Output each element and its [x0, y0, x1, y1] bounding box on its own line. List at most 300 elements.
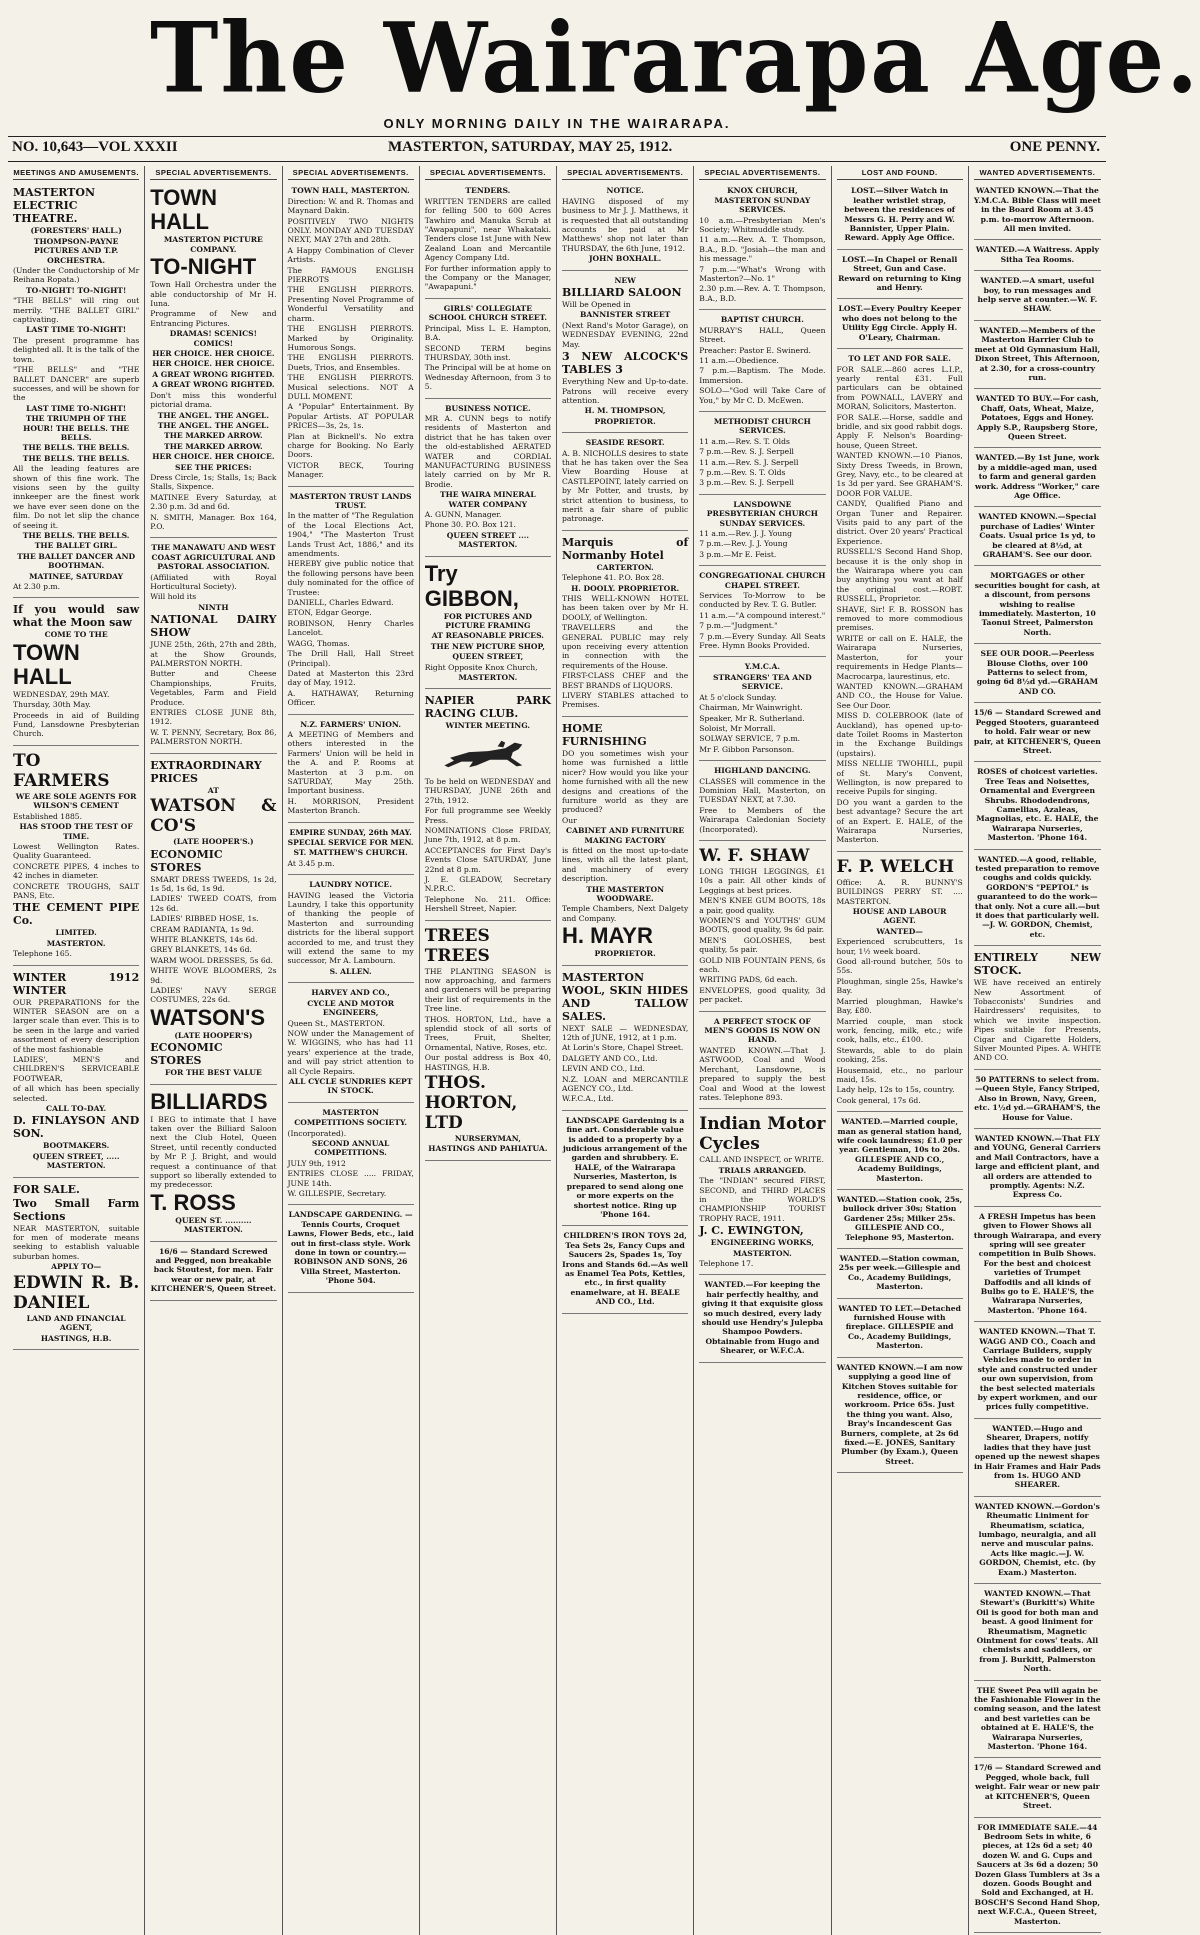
ad-text: A MEETING of Members and others interested in the Farmers' Union will be held in the A. and P. Rooms at Masterton at 3 p.m. on SATURDAY, May 25th. Important business.	[287, 729, 414, 796]
advertisement	[699, 1014, 825, 1110]
advertisement	[974, 705, 1101, 762]
ad-text: A. B. NICHOLLS desires to state that he has taken over the Sea View Boarding House at CASTLEPOINT, lately carried on by Mr Potter, and trusts, by strict attention to business, to merit a fair share of public patronage.	[562, 448, 689, 524]
advertisement	[562, 719, 688, 966]
ad-text: 11 a.m.—Rev. S. J. Serpell	[699, 457, 799, 467]
ad-text: J. C. EWINGTON,	[699, 1224, 804, 1238]
advertisement	[699, 843, 825, 1012]
ad-text: TO FARMERS	[13, 750, 110, 791]
ad-text: In the matter of "The Regulation of the Local Elections Act, 1904," "The Masterton Trust Lands Trust Act, 1886," and its amendments.	[287, 511, 414, 559]
advertisement	[699, 497, 825, 566]
advertisement	[974, 1683, 1101, 1759]
advertisement	[13, 748, 139, 966]
racehorse-illustration	[425, 735, 551, 773]
advertisement	[425, 691, 551, 920]
ad-text: WE have received an entirely New Assortment of Tobacconists' Sundries and Hairdressers' requisites, to which we invite inspection. Pipes suitable for Presents, Cigar and Cigarette Holders, Silver Mounted Pipes. A. WHITE AND CO.	[973, 978, 1101, 1063]
ad-text: BAPTIST CHURCH.	[720, 315, 804, 325]
ad-text: CHILDREN'S IRON TOYS 2d, Tea Sets 2s, Fancy Cups and Saucers 2s, Spades 1s, Toy Irons and Stands 6d.—As well as Enamel Tea Pots, Kettles, etc., in first quality enamelware, at H. BEALE AND CO., Ltd.	[562, 1231, 689, 1307]
ad-text: ROBINSON, Henry Charles Lancelot.	[287, 618, 414, 638]
ad-text: LAND AND FINANCIAL AGENT,	[26, 1313, 126, 1333]
ad-text: ENVELOPES, good quality, 3d per packet.	[699, 985, 826, 1005]
ad-text: MASTERTON.	[732, 1248, 792, 1258]
ad-text: COME TO THE	[44, 630, 108, 640]
column-3	[283, 166, 420, 1935]
newspaper-tagline: ONLY MORNING DAILY IN THE WAIRARAPA.	[383, 116, 731, 131]
ad-text: WANTED KNOWN.—That Stewart's (Burkitt's) White Oil is good for both man and beast. A good liniment for Rheumatism, Magnetic Ointment for cows' teats. All chemists and saddlers, or from J. Burkitt, Palmerston North.	[976, 1588, 1099, 1674]
ad-text: HER CHOICE. HER CHOICE.	[152, 349, 275, 359]
ad-text: Established 1885.	[13, 811, 83, 821]
advertisement	[974, 948, 1101, 1070]
ad-text: MASTERTON	[322, 1107, 379, 1117]
ad-text: The "INDIAN" secured FIRST, SECOND, and THIRD PLACES in the WORLD'S CHAMPIONSHIP TOURIST TROPHY RACE, 1911.	[699, 1176, 826, 1223]
advertisement	[288, 877, 414, 983]
ad-text: The Drill Hall, Hall Street (Principal).	[287, 649, 414, 668]
ad-text: SECOND TERM begins THURSDAY, 30th inst.	[424, 343, 551, 362]
ad-text: (Next Rand's Motor Garage), on WEDNESDAY EVENING, 22nd May.	[562, 320, 689, 349]
ad-text: THE ANGEL. THE ANGEL.	[157, 410, 270, 420]
column-1	[8, 166, 145, 1935]
advertisement	[837, 183, 963, 249]
column-2	[145, 166, 282, 1935]
ad-text: TO-NIGHT! TO-NIGHT!	[25, 285, 127, 295]
advertisement	[425, 401, 551, 557]
ad-text: WANTED.—Station cowman, 25s per week.—Gillespie and Co., Academy Buildings, Masterton.	[838, 1254, 961, 1292]
ad-text: (Under the Conductorship of Mr Reihana Ropata.)	[13, 266, 140, 285]
column-heading: SPECIAL ADVERTISEMENTS.	[562, 168, 688, 180]
ad-text: (Incorporated).	[287, 1128, 347, 1138]
advertisement	[13, 1180, 139, 1350]
ad-text: THE ENGLISH PIERROTS. Duets, Trios, and Ensembles.	[287, 353, 414, 372]
ad-text: THE BELLS. THE BELLS.	[22, 443, 130, 453]
ad-text: NEAR MASTERTON, suitable for men of moderate means seeking to establish valuable suburban homes.	[13, 1223, 140, 1261]
ad-text: A. GUNN, Manager.	[424, 510, 502, 519]
ad-text: A GREAT WRONG RIGHTED.	[152, 369, 275, 379]
masthead	[0, 0, 1200, 150]
ad-text: At Lorin's Store, Chapel Street.	[562, 1043, 684, 1053]
ad-text: LOST.—In Chapel or Renall Street, Gun and Case. Reward on returning to King and Henry.	[838, 254, 962, 293]
ad-text: A GREAT WRONG RIGHTED.	[152, 380, 275, 390]
ad-text: Town Hall Orchestra under the able conductorship of Mr H. Iuna.	[150, 280, 277, 309]
ad-text: WANTED TO BUY.—For cash, Chaff, Oats, Wheat, Maize, Potatoes, Eggs and Honey. Apply S.P., Raupsberg Store, Queen Street.	[975, 394, 1099, 441]
ad-text: THE NEW PICTURE SHOP,	[430, 641, 545, 651]
advertisement	[974, 323, 1101, 389]
ad-text: THE BELLS. THE BELLS.	[22, 531, 130, 540]
ad-text: ST. MATTHEW'S CHURCH.	[293, 848, 408, 858]
advertisement	[837, 1301, 963, 1358]
ad-text: MATINEE, SATURDAY	[29, 571, 124, 581]
ad-text: NEW	[614, 275, 636, 285]
ad-text: Chairman, Mr Wainwright.	[699, 703, 803, 713]
ad-text: FIRST-CLASS CHEF and the BEST BRANDS of LIQUORS.	[562, 671, 689, 690]
advertisement	[562, 1228, 688, 1313]
ad-text: HASTINGS, H.B.	[40, 1333, 112, 1343]
ad-text: W. F. SHAW	[699, 845, 810, 866]
ad-text: THE MARKED ARROW.	[164, 441, 263, 451]
ad-text: THE MANAWATU AND WEST COAST AGRICULTURAL AND PASTORAL ASSOCIATION.	[151, 543, 276, 572]
ad-text: CALL AND INSPECT, or WRITE.	[699, 1155, 824, 1165]
advertisement	[837, 1360, 963, 1473]
ad-text: METHODIST CHURCH SERVICES.	[713, 416, 811, 436]
ad-text: ENTRIES CLOSE ..... FRIDAY, JUNE 14th.	[287, 1169, 414, 1188]
ad-text: LIVERY STABLES attached to Premises.	[562, 691, 689, 710]
ad-text: WHITE BLANKETS, 14s 6d.	[150, 934, 258, 944]
ad-text: MATINEE Every Saturday, at 2.30 p.m. 3d and 6d.	[150, 492, 277, 512]
advertisement	[699, 414, 825, 495]
ad-text: WHITE WOVE BLOOMERS, 2s 9d.	[150, 966, 277, 985]
advertisement	[150, 540, 276, 753]
ad-text: WATSON & CO'S	[150, 796, 277, 837]
ad-text: Plan at Bicknell's. No extra charge for Booking. No Early Doors.	[287, 431, 414, 460]
ad-text: A PERFECT STOCK OF MEN'S GOODS IS NOW ON HAND.	[704, 1016, 821, 1045]
ad-text: LONG THIGH LEGGINGS, £1 10s a pair. All other kinds of Leggings at best prices.	[699, 866, 826, 895]
ad-text: MEN'S KNEE GUM BOOTS, 18s a pair, good quality.	[699, 896, 826, 915]
ad-text: N. SMITH, Manager. Box 164, P.O.	[150, 512, 277, 531]
advertisement	[699, 183, 825, 310]
ad-text: HEREBY give public notice that the following persons have been duly nominated for the office of Trustee:	[287, 559, 414, 597]
ad-text: LAUNDRY NOTICE.	[309, 880, 392, 890]
ad-text: Will be Opened in	[562, 300, 631, 310]
newspaper-title: The Wairarapa Age.	[150, 1, 1200, 115]
ad-text: NOMINATIONS Close FRIDAY, June 7th, 1912, at 8 p.m.	[424, 825, 551, 845]
ad-text: A "Popular" Entertainment. By Popular Artists. AT POPULAR PRICES—3s, 2s, 1s.	[287, 402, 414, 431]
ad-text: OUR PREPARATIONS for the WINTER SEASON are on a larger scale than ever. This is to be seen in the large and varied assortment of every description of the most fashionable	[13, 997, 140, 1054]
advertisement	[837, 854, 963, 1112]
ad-text: VICTOR BECK, Touring Manager.	[287, 460, 414, 480]
ad-text: GREY BLANKETS, 14s 6d.	[150, 945, 252, 955]
ad-text: Try	[424, 560, 458, 586]
advertisement	[974, 242, 1101, 271]
ad-text: Queen St., MASTERTON.	[287, 1018, 385, 1028]
ad-text: 16/6 — Standard Screwed and Pegged, non breakable back Stoutest, for men. Fair wear or new pair, at KITCHENER'S, Queen Street.	[150, 1246, 277, 1294]
ad-text: GIBBON,	[424, 585, 519, 611]
ad-text: A FRESH Impetus has been given to Flower Shows all through Wairarapa, and every spring will see greater competition in Bulb Shows. For the best and choicest varieties of Trumpet Daffodils and all kinds of Bulbs go to E. HALE'S, the Wairarapa Nurseries, Masterton. 'Phone 164.	[973, 1211, 1101, 1315]
ad-text: TREES TREES	[424, 925, 490, 966]
ad-text: ENTRIES CLOSE JUNE 8th, 1912.	[150, 708, 277, 727]
ad-text: KNOX CHURCH, MASTERTON SUNDAY SERVICES.	[714, 186, 811, 215]
ad-text: THOS. HORTON, LTD	[424, 1073, 518, 1134]
advertisement	[974, 764, 1101, 849]
ad-text: The present programme has delighted all. It is the talk of the town.	[13, 335, 140, 364]
ad-text: Don't miss this wonderful pictorial drama.	[150, 390, 277, 410]
ad-text: THOS. HORTON, Ltd., have a splendid stock of all sorts of Trees, Fruit, Shelter, Ornamental, Native, Roses, etc.	[424, 1014, 551, 1052]
ad-text: HOUSE AND LABOUR AGENT.	[852, 907, 947, 926]
advertisement	[425, 559, 551, 690]
ad-text: CONGREGATIONAL CHURCH CHAPEL STREET.	[699, 571, 826, 590]
ad-text: 7 p.m.—Rev. J. J. Young	[699, 539, 788, 549]
ad-text: THE PLANTING SEASON is now approaching, and farmers and gardeners will be preparing their list of requirements in the Tree line.	[424, 966, 551, 1014]
ad-text: WINTER 1912 WINTER	[13, 970, 140, 997]
ad-text: Married ploughman, Hawke's Bay, £80.	[836, 996, 963, 1016]
ad-text: DO you want a garden to the best advantage? Secure the art of an Expert. E. HALE, of the Wairarapa Nurseries, Masterton.	[836, 797, 963, 845]
advertisement	[974, 183, 1101, 240]
advertisement	[150, 183, 276, 538]
ad-text: WANTED.—A smart, useful boy, to run messages and help serve at counter.—W. F. SHAW.	[977, 276, 1098, 314]
advertisement	[974, 1586, 1101, 1681]
advertisement	[562, 183, 688, 270]
ad-text: S. ALLEN.	[329, 966, 372, 976]
advertisement	[13, 968, 139, 1178]
ad-text: TRIALS ARRANGED.	[718, 1165, 807, 1175]
ad-text: H. M. THOMPSON,	[584, 406, 666, 416]
ad-text: WATSON'S	[150, 1004, 266, 1030]
ad-text: WANTED.—Married couple, man as general station hand, wife cook laundress; £1.0 per year. Gentleman, 10s to 20s. GILLESPIE AND CO., Academy Buildings, Masterton.	[837, 1117, 963, 1183]
ad-text: At 3.45 p.m.	[287, 858, 335, 868]
ad-text: JULY 9th, 1912	[287, 1158, 346, 1168]
ad-text: The FAMOUS ENGLISH PIERROTS	[287, 265, 414, 285]
price: ONE PENNY.	[1009, 139, 1100, 155]
ad-text: WRITTEN TENDERS are called for felling 500 to 600 Acres Tawhiro and Manuka Scrub at "Awapapuni", near Whakataki. Tenders close 1st June with New Zealand Loan and Mercantile Agency Company Ltd.	[424, 196, 551, 263]
ad-text: HER CHOICE. HER CHOICE.	[152, 452, 275, 462]
ad-text: WEDNESDAY, 29th MAY.	[13, 689, 110, 699]
ad-text: Services To-Morrow to be conducted by Rev. T. G. Butler.	[699, 591, 826, 610]
ad-text: SHAVE, Sir! F. B. ROSSON has removed to more commodious premises.	[836, 604, 963, 633]
ad-text: LADIES' NAVY SERGE COSTUMES, 22s 6d.	[150, 985, 277, 1005]
ad-text: MORTGAGES or other securities bought for cash, at a discount, from persons wishing to realise immediately. Masterton, 10 Taonui Street, Palmerston North.	[974, 571, 1100, 637]
ad-text: MASTERTON TRUST LANDS TRUST.	[289, 491, 412, 510]
ad-text: Two Small Farm Sections	[13, 1196, 140, 1223]
advertisement	[425, 301, 551, 399]
ad-text: LANSDOWNE PRESBYTERIAN CHURCH SUNDAY SERVICES.	[706, 499, 818, 528]
advertisement	[288, 717, 414, 823]
ad-text: THE MARKED ARROW.	[164, 431, 263, 441]
ad-text: N.Z. FARMERS' UNION.	[300, 719, 401, 729]
ad-text: Will hold its	[150, 592, 197, 602]
place-and-date: MASTERTON, SATURDAY, MAY 25, 1912.	[388, 139, 673, 155]
ad-text: 11 a.m.—Rev. A. T. Thompson, B.A., B.D. "Josiah—the man and his message."	[699, 235, 826, 264]
advertisement	[288, 489, 414, 715]
ad-text: ECONOMIC STORES	[150, 1041, 223, 1068]
ad-text: Preacher: Pastor E. Swinerd.	[699, 345, 811, 355]
column-8	[969, 166, 1106, 1935]
ad-text: Marquis of Normanby Hotel	[562, 535, 689, 562]
ad-text: CARTERTON.	[596, 562, 654, 572]
ad-text: WANTED.—A Waitress. Apply Sitha Tea Rooms.	[975, 245, 1099, 264]
ad-text: WANTED.—Members of the Masterton Harrier Club to meet at Old Gymnasium Hall, Dixon Street, This Afternoon, at 2.30, for a cross-country run.	[974, 325, 1101, 382]
ad-text: SECOND ANNUAL COMPETITIONS.	[311, 1138, 390, 1158]
advertisement	[288, 1105, 414, 1206]
advertisement	[974, 450, 1101, 507]
ad-text: CYCLE AND MOTOR ENGINEERS,	[307, 998, 395, 1018]
ad-text: HAVING leased the Victoria Laundry, I take this opportunity of thanking the people of Masterton and surrounding districts for the liberal support accorded to me, and trust they will extend the same to my successor, Mr A. Lambourn.	[287, 890, 414, 966]
ad-text: of all which has been specially selected.	[13, 1084, 140, 1103]
advertisement	[974, 1760, 1101, 1817]
ad-text: 7 p.m.—"Judgment."	[699, 621, 778, 631]
ad-text: WANTED KNOWN.—I am now supplying a good line of Kitchen Stoves suitable for residence, office, or workroom. Price 65s. Just the thing you want. Also, Bray's Incandescent Gas Burners, complete, at 2s 6d fixed.—E. JONES, Sanitary Plumber (by Exam.), Queen Street.	[836, 1362, 963, 1466]
ad-text: Thursday, 30th May.	[13, 700, 91, 710]
ad-text: QUEEN STREET, ..... MASTERTON.	[32, 1151, 120, 1171]
ad-text: 7 p.m.—Baptism. The Mode. Immersion.	[699, 366, 826, 385]
ad-text: NEXT SALE — WEDNESDAY, 12th of JUNE, 1912, at 1 p.m.	[562, 1023, 689, 1042]
ad-text: LADIES' RIBBED HOSE, 1s.	[150, 914, 259, 924]
ad-text: Married couple, man stock work, fencing, milk, etc.; wife cook, halls, etc., £100.	[836, 1016, 963, 1045]
ad-text: FOR IMMEDIATE SALE.—44 Bedroom Sets in white, 6 pieces, at 12s 6d a set; 40 dozen W. and G. Cups and Saucers at 3s 6d a dozen; 50 Dozen Glass Tumblers at 3s a dozen. Goods Bought and Sold and Exchanged, at H. BOSCH'S Second Hand Shop, next W.F.C.A., Queen Street, Masterton.	[974, 1822, 1101, 1926]
ad-text: FOR SALE.	[13, 1182, 80, 1196]
advertisement	[974, 646, 1101, 703]
ad-text: COMPETITIONS SOCIETY.	[294, 1118, 408, 1128]
advertisement	[974, 1499, 1101, 1584]
ad-text: H. MAYR	[562, 923, 653, 949]
ad-text: N.Z. LOAN and MERCANTILE AGENCY CO., Ltd.	[562, 1074, 689, 1094]
ad-text: Stewards, able to do plain cooking, 25s.	[836, 1045, 963, 1065]
ad-text: A Happy Combination of Clever Artists.	[287, 245, 414, 265]
ad-text: MR A. CUNN begs to notify residents of Masterton and district that he has taken over the old-established AERATED WATER and CORDIAL MANUFACTURING BUSINESS lately carried on by Mr R. Brodie.	[424, 413, 551, 489]
advertisement	[425, 923, 551, 1161]
ad-text: For full programme see Weekly Press.	[424, 806, 551, 825]
advertisement	[974, 1820, 1101, 1933]
ad-text: Temple Chambers, Next Dalgety and Company.	[562, 904, 689, 923]
advertisement	[699, 1277, 825, 1362]
ad-text: MASTERTON.	[458, 673, 518, 683]
advertisement	[699, 659, 825, 761]
advertisement	[837, 351, 963, 852]
ad-text: Telephone 165.	[13, 949, 72, 959]
ad-text: At 5 o'clock Sunday.	[699, 692, 777, 702]
ad-text: NURSERYMAN,	[454, 1134, 521, 1144]
ad-text: ROSES of choicest varieties. Tree Teas and Noisettes, Ornamental and Evergreen Shrubs. Rhododendrons, Camellias, Azaleas, Magnolias, etc. E. HALE, the Wairarapa Nurseries, Masterton. 'Phone 164.	[976, 767, 1099, 843]
ad-text: SOLO—"God will Take Care of You," by Mr C. D. McEwen.	[699, 386, 826, 405]
ad-text: WANTED KNOWN.—Special purchase of Ladies' Winter Coats. Usual price 1s yd, to be cleared at 8½d, at GRAHAM'S. See our door.	[978, 512, 1097, 559]
advertisement	[699, 312, 825, 412]
ad-text: H. MORRISON, President Masterton Branch.	[287, 796, 414, 816]
ad-text: Experienced scrubcutters, 1s hour, 1½ week board.	[836, 937, 963, 956]
ad-text: Direction: W. and R. Thomas and Maynard Dakin.	[287, 196, 414, 216]
ad-text: THE ANGEL. THE ANGEL.	[157, 420, 270, 430]
ad-text: 17/6 — Standard Screwed and Pegged, whole back, full weight. Fair wear or new pair at KITCHENER'S, Queen Street.	[973, 1763, 1101, 1811]
ad-text: FOR SALE.—Horse, saddle and bridle, and six good rabbit dogs. Apply F. Nelson's Boarding-house, Queen Street.	[836, 412, 963, 450]
column-4	[420, 166, 557, 1935]
advertisement	[150, 1087, 276, 1242]
ad-text: SMART DRESS TWEEDS, 1s 2d, 1s 5d, 1s 6d, 1s 9d.	[150, 874, 277, 893]
advertisement	[974, 1131, 1101, 1207]
ad-text: 3 p.m.—Mr E. Feist.	[699, 549, 777, 559]
column-heading: WANTED ADVERTISEMENTS.	[974, 168, 1101, 180]
ad-text: THE BALLET GIRL.	[34, 541, 118, 551]
ad-text: Principal, Miss L. E. Hampton, B.A.	[424, 323, 551, 343]
ad-text: TOWN HALL	[13, 639, 80, 689]
ad-text: FOR THE BEST VALUE	[165, 1068, 262, 1078]
advertisement	[13, 600, 139, 745]
ad-text: Y.M.C.A.	[744, 662, 780, 672]
ad-text: LIMITED.	[55, 928, 97, 938]
ad-text: GOLD NIB FOUNTAIN PENS, 6s each.	[699, 955, 826, 975]
ad-text: POSITIVELY TWO NIGHTS ONLY. MONDAY AND TUESDAY NEXT, MAY 27th and 28th.	[287, 216, 414, 245]
ad-text: THE ENGLISH PIERROTS. Presenting Novel Programme of Wonderful Versatility and charm.	[287, 285, 414, 323]
ad-text: 11 a.m.—"A compound interest."	[699, 610, 826, 620]
advertisement	[837, 301, 963, 349]
ad-text: TENDERS.	[465, 186, 511, 196]
ad-text: QUEEN STREET .... MASTERTON.	[446, 530, 530, 550]
ad-text: At 2.30 p.m.	[13, 582, 61, 592]
ad-text: Proceeds in aid of Building Fund, Lansdowne Presbyterian Church.	[13, 710, 140, 739]
ad-text: 7 p.m.—"What's Wrong with Masterton?—No. 1"	[699, 264, 826, 284]
ad-text: ACCEPTANCES for First Day's Events Close SATURDAY, June 22nd at 8 p.m.	[424, 845, 551, 874]
ad-text: GIRLS' COLLEGIATE SCHOOL CHURCH STREET.	[428, 303, 548, 323]
ad-text: WANTED.—Station cook, 25s, bullock driver 30s; Station Gardener 25s; Milker 25s. GILLESPIE AND CO., Telephone 95, Masterton.	[837, 1195, 963, 1242]
advertisement	[837, 1114, 963, 1190]
ad-text: LADIES', MEN'S and CHILDREN'S SERVICEABLE FOOTWEAR,	[13, 1055, 140, 1083]
advertisement	[288, 1207, 414, 1292]
advertisement	[974, 1072, 1101, 1129]
ad-text: WINTER MEETING.	[445, 721, 531, 731]
ad-text: WRITE or call on E. HALE, the Wairarapa Nurseries, Masterton, for your requirements in Hedge Plants—Macrocarpa, laurestinus, etc.	[836, 633, 963, 681]
ad-text: SEE THE PRICES:	[175, 462, 252, 472]
ad-text: THE BELLS. THE BELLS.	[22, 453, 130, 463]
ad-text: A. HATHAWAY, Returning Officer.	[287, 688, 414, 708]
advertisement	[974, 273, 1101, 321]
ad-text: WANTED TO LET.—Detached furnished House with fireplace. GILLESPIE and Co., Academy Buildings, Masterton.	[838, 1303, 961, 1351]
ad-text: 7 p.m.—Rev. S. T. Olds	[699, 467, 786, 477]
ad-text: WANTED KNOWN.—GRAHAM AND CO., the House for Value. See Our Door.	[836, 681, 963, 710]
ad-text: LANDSCAPE Gardening is a fine art. Considerable value is added to a property by a judicious arrangement of the garden and shrubbery. E. HALE, of the Wairarapa Nurseries, Masterton, is prepared to send along one or more experts on the shortest notice. Ring up 'Phone 164.	[562, 1115, 688, 1219]
ad-text: CONCRETE PIPES, 4 inches to 42 inches in diameter.	[13, 861, 140, 881]
ad-text: 10 a.m.—Presbyterian Men's Society; Whitmuddle study.	[699, 215, 826, 235]
ad-text: WANTED.—Hugo and Shearer, Drapers, notify ladies that they have just opened up the newest shapes in Hair Frames and Hair Pads from 1s. HUGO AND SHEARER.	[974, 1423, 1101, 1490]
ad-text: WANTED.—By 1st June, work by a middle-aged man, used to farm and general garden work. Address "Worker," care Age Office.	[974, 453, 1100, 500]
ad-text: HASTINGS AND PAHIATUA.	[428, 1144, 548, 1154]
ad-text: FOR SALE.—860 acres L.I.P., yearly rental £31. Full particulars can be obtained from POWNALL, LAVERY and MORAN, Solicitors, Masterton.	[836, 364, 963, 412]
ad-text: WANTED KNOWN.—Gordon's Rheumatic Liniment for Rheumatism, sciatica, lumbago, neuralgia, and all nerve and muscular pains. Acts like magic.—J. W. GORDON, Chemist, etc. (by Exam.) Masterton.	[974, 1501, 1100, 1577]
advertisement	[562, 273, 688, 433]
ad-text: MASTERTON.	[46, 938, 106, 948]
ad-text: WRITING PADS, 6d each.	[699, 975, 798, 985]
column-heading: SPECIAL ADVERTISEMENTS.	[425, 168, 551, 180]
ad-text: DANIELL, Charles Edward.	[287, 598, 394, 608]
ad-text: BILLIARDS	[150, 1088, 268, 1114]
ad-text: CREAM RADIANTA, 1s 9d.	[150, 924, 254, 934]
ad-text: THE ENGLISH PIERROTS. Marked by Originality. Humorous Songs.	[287, 324, 414, 352]
ad-text: TO-NIGHT	[150, 254, 257, 280]
ad-text: BOOTMAKERS.	[42, 1141, 110, 1151]
ad-text: "THE BELLS" will ring out merrily. "THE BALLET GIRL" captivating.	[13, 296, 140, 325]
ad-text: JUNE 25th, 26th, 27th and 28th, at the Show Grounds, PALMERSTON NORTH.	[150, 640, 277, 669]
ad-text: BUSINESS NOTICE.	[445, 403, 531, 413]
ad-text: CANDY, Qualified Piano and Organ Tuner and Repairer. Visits paid to any part of the district. Over 20 years' Practical Experience.	[836, 499, 963, 546]
ad-text: 3 NEW ALCOCK'S TABLES 3	[562, 350, 689, 377]
ad-text: DALGETY AND CO., Ltd.	[562, 1053, 658, 1063]
ad-text: TOWN HALL	[150, 185, 218, 235]
ad-text: HAS STOOD THE TEST OF TIME.	[19, 822, 133, 841]
ad-text: I BEG to intimate that I have taken over the Billiard Saloon next the Club Hotel, Queen Street, until recently conducted by Mr P. J. Bright, and would request a continuance of that support so liberally extended to my predecessor.	[150, 1114, 277, 1190]
ad-text: RUSSELL'S Second Hand Shop, because it is the only shop in the Wairarapa where you can buy anything you want at half the original cost.—ROBT. RUSSELL, Proprietor.	[836, 547, 963, 604]
ad-text: QUEEN STREET,	[452, 652, 524, 662]
ad-text: LAST TIME TO-NIGHT!	[26, 403, 127, 413]
ad-text: WANTED KNOWN.—10 Pianos, Sixty Dress Tweeds, in Brown, Grey, Navy, etc., to be cleared at 1s 3d per yard. See GRAHAM'S. DOOR FOR VALUE.	[836, 451, 963, 498]
advertisement	[837, 252, 963, 300]
ad-text: LEVIN AND CO., Ltd.	[562, 1064, 645, 1074]
ad-text: MASTERTON ELECTRIC THEATRE.	[13, 186, 95, 226]
ad-text: FOR PICTURES AND PICTURE FRAMING	[443, 611, 532, 631]
advertisement	[974, 568, 1101, 644]
ad-text: F. P. WELCH	[836, 856, 955, 877]
ad-text: HOME FURNISHING	[562, 721, 647, 748]
ad-text: TRAVELLERS and the GENERAL PUBLIC may rely upon receiving every attention in connection with the requirements of the House.	[562, 623, 689, 670]
column-heading: LOST AND FOUND.	[837, 168, 963, 180]
ad-text: SEE OUR DOOR.—Peerless Blouse Cloths, over 100 Patterns to select from, going 6d 8½d yd.—GRAHAM AND CO.	[976, 649, 1098, 696]
ad-text: HIGHLAND DANCING.	[714, 766, 811, 776]
ad-text: AT REASONABLE PRICES.	[431, 631, 544, 641]
ad-text: TOWN HALL, MASTERTON.	[291, 186, 410, 196]
ad-text: 2.30 p.m.—Rev. A. T. Thompson, B.A., B.D.	[699, 284, 826, 303]
ad-text: 50 PATTERNS to select from.—Queen Style, Fancy Striped, Also in Brown, Navy, Green, etc. 1½d yd.—GRAHAM'S, the House for Value.	[974, 1074, 1101, 1122]
ad-text: W.F.C.A., Ltd.	[562, 1094, 614, 1104]
ad-text: 15/6 — Standard Screwed and Pegged Stooters, guaranteed to hold. Fair wear or new pair, at KITCHENER'S, Queen Street.	[973, 708, 1101, 755]
ad-text: 11 a.m.—Rev. J. J. Young	[699, 529, 793, 538]
ad-text: (LATE HOOPER'S)	[174, 1030, 253, 1040]
ad-text: 7 p.m.—Rev. S. J. Serpell	[699, 447, 794, 457]
ad-text: All the leading features are shown of this fine work. The visions seen by the guilty innkeeper are the finest work we have ever seen done on the film. Do not let slip the chance of seeing it.	[13, 464, 140, 530]
ad-text: THOMPSON-PAYNE PICTURES AND T.P. ORCHESTRA.	[33, 236, 119, 265]
ad-text: STRANGERS' TEA AND SERVICE.	[713, 672, 812, 692]
ad-text: LOST.—Every Poultry Keeper who does not belong to the Utility Egg Circle. Apply H. O'Leary, Chairman.	[838, 304, 961, 342]
